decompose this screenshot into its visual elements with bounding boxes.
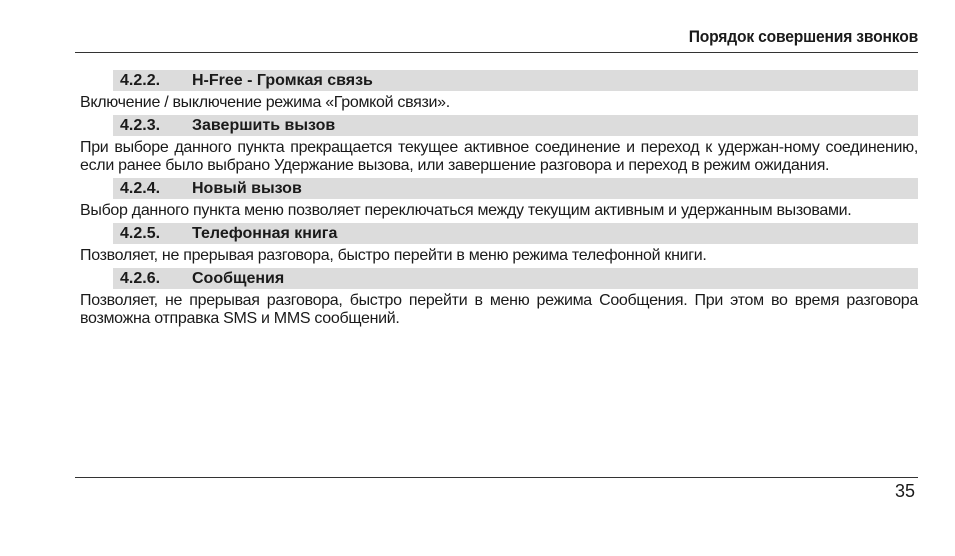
section-title: Сообщения	[192, 270, 285, 287]
section-title: H-Free - Громкая связь	[192, 72, 373, 89]
page-number: 35	[894, 481, 915, 501]
section-4-2-5	[80, 223, 918, 265]
running-header: Порядок совершения звонков	[688, 27, 918, 46]
section-body: Позволяет, не прерывая разговора, быстро перейти в меню режима телефонной книги.	[80, 247, 707, 264]
section-number: 4.2.4.	[120, 180, 161, 197]
section-title: Завершить вызов	[192, 117, 336, 134]
header-rule	[75, 52, 918, 53]
section-4-2-6	[80, 268, 918, 328]
section-heading	[113, 115, 918, 136]
section-body: Включение / выключение режима «Громкой связи».	[80, 94, 450, 111]
section-heading	[113, 223, 918, 244]
section-4-2-2	[80, 70, 918, 112]
section-heading	[113, 178, 918, 199]
footer-rule	[75, 477, 918, 478]
section-body: Выбор данного пункта меню позволяет переключаться между текущим активным и удержанным вызовами.	[80, 202, 852, 219]
section-title: Новый вызов	[192, 180, 302, 197]
section-4-2-3	[80, 115, 918, 175]
section-heading	[113, 268, 918, 289]
section-body: При выборе данного пункта прекращается текущее активное соединение и переход к удержан-ному соединению, если ранее было выбрано Удержание вызова, или завершение разговора и переход в режим ожидания.	[80, 139, 918, 174]
section-title: Телефонная книга	[192, 225, 338, 242]
section-number: 4.2.3.	[120, 117, 161, 134]
page-content	[80, 70, 918, 331]
section-4-2-4	[80, 178, 918, 220]
section-body: Позволяет, не прерывая разговора, быстро перейти в меню режима Сообщения. При этом во время разговора возможна отправка SMS и MMS сообщений.	[80, 292, 918, 327]
section-number: 4.2.6.	[120, 270, 161, 287]
section-heading	[113, 70, 918, 91]
section-number: 4.2.5.	[120, 225, 161, 242]
section-number: 4.2.2.	[120, 72, 161, 89]
